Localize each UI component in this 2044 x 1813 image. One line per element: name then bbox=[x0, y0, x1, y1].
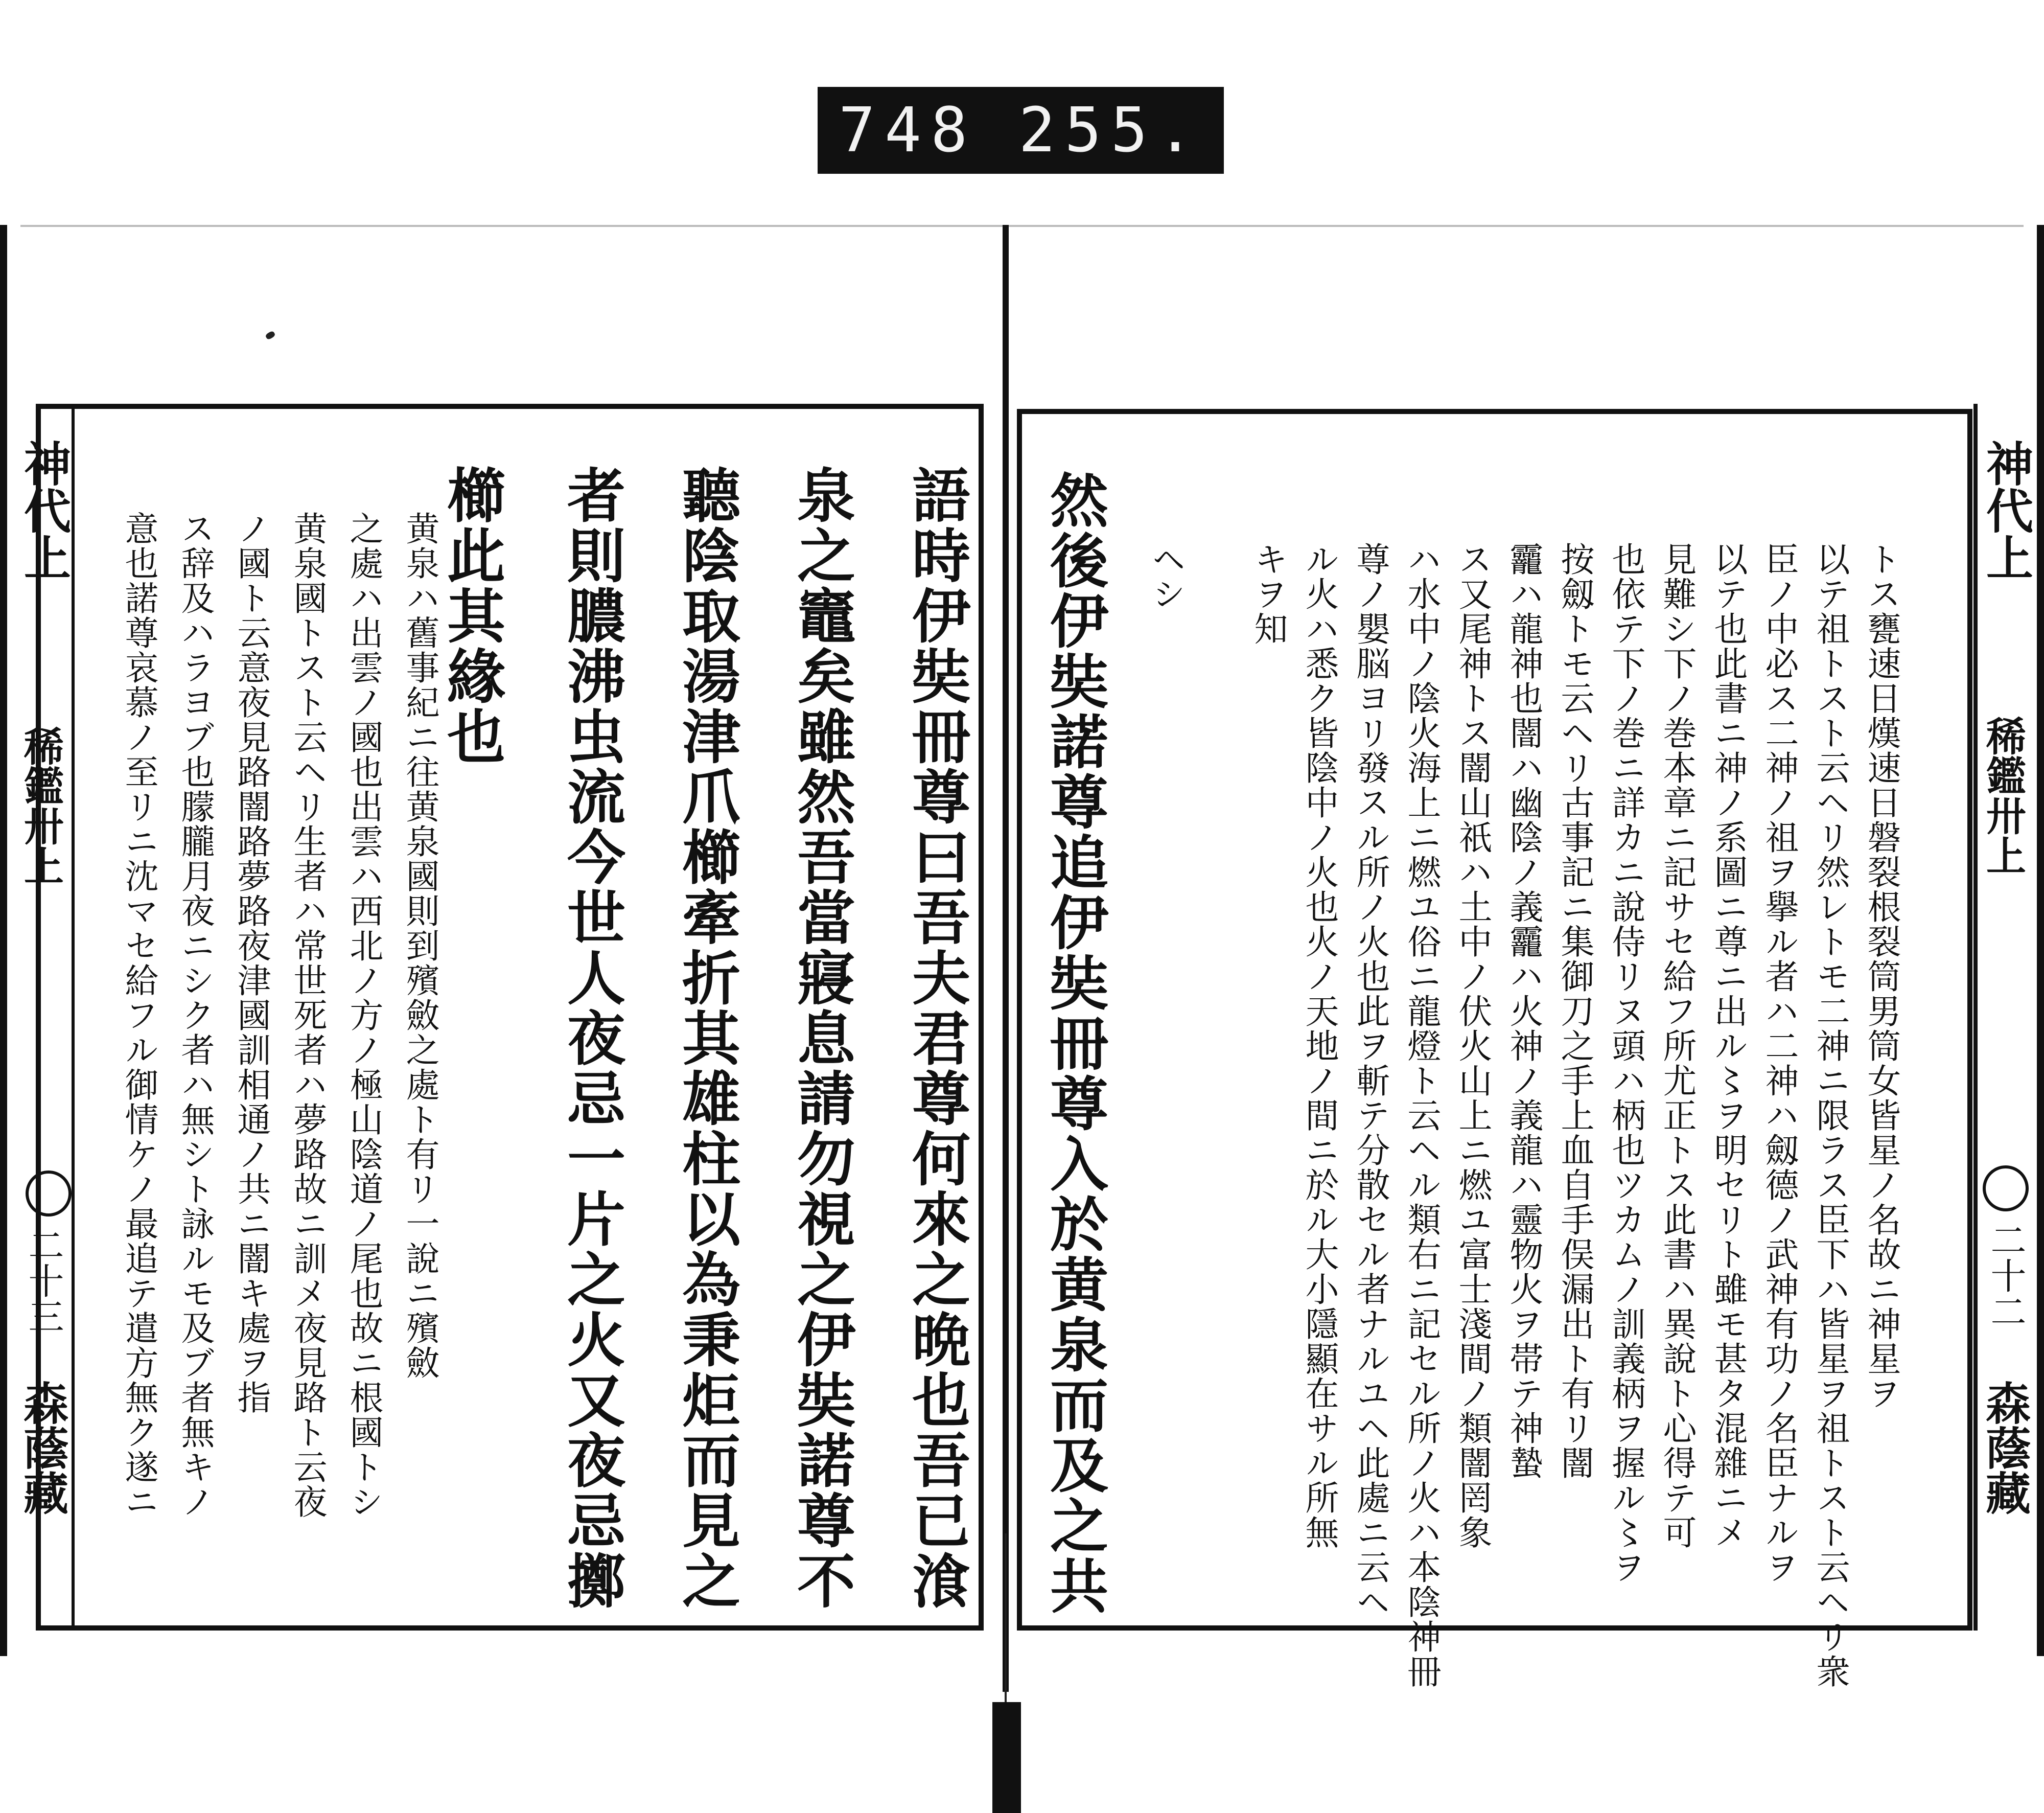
commentary-column: 以テ也此書ニ神ノ系圖ニ尊ニ出ル〻ヲ明セリト雖モ甚タ混雜ニメ bbox=[1708, 542, 1748, 1550]
commentary-column: 之處ハ出雲ノ國也出雲ハ西北ノ方ノ極山陰道ノ尾也故ニ根國トシ bbox=[344, 511, 383, 1519]
catalog-number-left: 748 bbox=[838, 95, 977, 166]
commentary-column: 黄泉ハ舊事紀ニ往黄泉國則到殯斂之處ト有リ一說ニ殯斂 bbox=[400, 511, 439, 1380]
right-page bbox=[1017, 409, 1972, 1689]
margin-volume-label: 稀鑑卅上 bbox=[17, 726, 64, 885]
commentary-column: キヲ知 bbox=[1248, 542, 1288, 646]
bookmark-tassel bbox=[992, 1702, 1021, 1813]
main-text-column: 語時伊奘冊尊曰吾夫君尊何來之晩也吾已湌 bbox=[902, 465, 971, 1611]
commentary-column: 按劔トモ云ヘリ古事記ニ集御刀之手上血自手俣漏出ト有リ闇 bbox=[1555, 542, 1594, 1480]
main-text-column: 泉之竈矣雖然吾當寢息請勿視之伊奘諾尊不 bbox=[787, 465, 856, 1611]
commentary-column: ハ水中ノ陰火海上ニ燃ユ俗ニ龍燈ト云ヘル類右ニ記セル所ノ火ハ本陰神冊 bbox=[1402, 542, 1441, 1689]
commentary-column: ス又尾神トス闇山祇ハ土中ノ伏火山上ニ燃ユ富士淺間ノ類闇罔象 bbox=[1453, 542, 1492, 1550]
commentary-column: 意也諾尊哀慕ノ至リニ沈マセ給フル御情ケノ最追テ遣方無ク遂ニ bbox=[119, 511, 158, 1519]
bookmark-cord bbox=[1005, 1533, 1007, 1707]
collection-stamp: 森蔭藏 bbox=[1979, 1380, 2032, 1515]
margin-book-title: 神代上 bbox=[1979, 440, 2034, 581]
commentary-column: ヘシ bbox=[1146, 542, 1186, 611]
main-text-column: 櫛此其緣也 bbox=[437, 465, 506, 767]
folio-circle-mark bbox=[1983, 1165, 2029, 1211]
book-spine bbox=[1003, 225, 1009, 1692]
left-book-edge bbox=[0, 225, 7, 1656]
speck bbox=[265, 330, 276, 340]
left-page bbox=[16, 404, 984, 1631]
commentary-column: 黄泉國トスト云ヘリ生者ハ常世死者ハ夢路故ニ訓メ夜見路ト云夜 bbox=[288, 511, 327, 1519]
main-text-column: 聽陰取湯津爪櫛牽折其雄柱以為秉炬而見之 bbox=[672, 465, 741, 1611]
commentary-column: ル火ハ悉ク皆陰中ノ火也火ノ天地ノ間ニ於ル大小隱顯在サル所無 bbox=[1299, 542, 1339, 1550]
folio-number: 二十二 bbox=[1985, 1222, 2027, 1329]
commentary-column: 臣ノ中必ス二神ノ祖ヲ擧ル者ハ二神ハ劔德ノ武神有功ノ名臣ナルヲ bbox=[1759, 542, 1799, 1585]
margin-volume-label: 稀鑑卅上 bbox=[1980, 716, 2026, 875]
commentary-column: 龗ハ龍神也闇ハ幽陰ノ義龗ハ火神ノ義龍ハ靈物火ヲ帯テ神蟄 bbox=[1504, 542, 1543, 1480]
commentary-column: トス甕速日熯速日磐裂根裂筒男筒女皆星ノ名故ニ神星ヲ bbox=[1862, 542, 1901, 1411]
catalog-number-right: 255. bbox=[1018, 95, 1203, 166]
margin-rule bbox=[72, 409, 75, 1625]
commentary-column: 以テ祖トスト云ヘリ然レトモ二神ニ限ラス臣下ハ皆星ヲ祖トスト云ヘリ衆 bbox=[1810, 542, 1850, 1689]
commentary-column: ノ國ト云意夜見路闇路夢路夜津國訓相通ノ共ニ闇キ處ヲ指 bbox=[231, 511, 271, 1415]
margin-rule bbox=[1973, 404, 1978, 1631]
margin-book-title: 神代上 bbox=[16, 440, 72, 581]
main-text-column: 然後伊奘諾尊追伊奘冊尊入於黄泉而及之共 bbox=[1040, 470, 1109, 1616]
catalog-number-plate bbox=[818, 87, 1224, 174]
commentary-column: ス辞及ハラヨブ也朦朧月夜ニシク者ハ無シト詠ルモ及ブ者無キノ bbox=[175, 511, 215, 1519]
collection-stamp: 森蔭藏 bbox=[16, 1380, 69, 1515]
commentary-column: 見難シ下ノ巻本章ニ記サセ給フ所尤正トス此書ハ異說ト心得テ可 bbox=[1657, 542, 1697, 1550]
folio-number: 二十三 bbox=[22, 1227, 64, 1334]
commentary-column: 也依テ下ノ巻ニ詳カニ說侍リヌ頭ハ柄也ツカムノ訓義柄ヲ握ル〻ヲ bbox=[1606, 542, 1645, 1585]
main-text-column: 者則膿沸虫流今世人夜忌一片之火又夜忌擲 bbox=[558, 465, 626, 1611]
top-rule bbox=[20, 225, 2024, 227]
commentary-column: 尊ノ嬰脳ヨリ發スル所ノ火也此ヲ斬テ分散セル者ナルユヘ此處ニ云ヘ bbox=[1351, 542, 1390, 1619]
folio-circle-mark bbox=[26, 1171, 72, 1217]
right-book-edge bbox=[2037, 225, 2044, 1656]
